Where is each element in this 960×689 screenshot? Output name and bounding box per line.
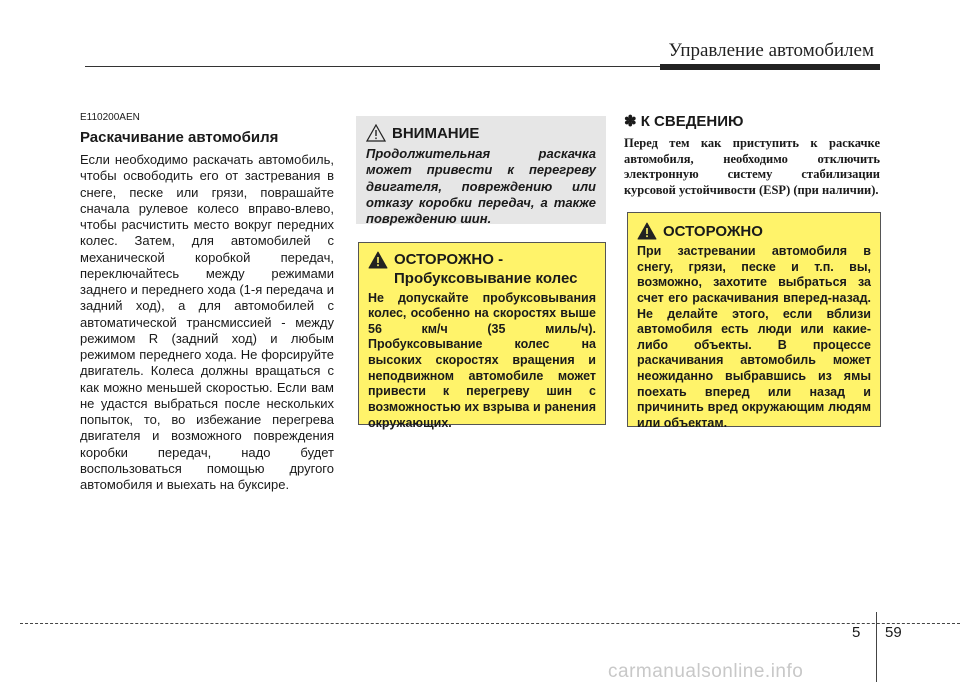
- warning-box-wheel-spin: [358, 242, 606, 430]
- running-header-title: Управление автомобилем: [668, 40, 874, 61]
- notice-header: [366, 124, 596, 142]
- notice-title: ВНИМАНИЕ: [392, 124, 480, 142]
- caution-triangle-outline-icon: [366, 124, 386, 142]
- footer-rule: [20, 623, 960, 624]
- notice-box: [356, 116, 606, 224]
- info-title: ✽ К СВЕДЕНИЮ: [624, 113, 744, 130]
- warning-text: Не допускайте пробуксовывания колес, особенно на скоростях выше 56 км/ч (35 миль/ч). Пробуксовывание колес на высоких скоростях вращения и неподвижном автомобиле может привести к перегреву шин с возможностью их взрыва и ранения окружающих.: [368, 290, 596, 430]
- footer-divider: [876, 612, 877, 682]
- warning-subtitle: Пробуксовывание колес: [394, 269, 578, 287]
- warning-triangle-icon: [368, 251, 388, 269]
- warning-right-title: ОСТОРОЖНО: [663, 222, 763, 240]
- warning-box-rocking: [627, 212, 881, 430]
- warning-header: [368, 251, 596, 289]
- warning-right-header: [637, 222, 871, 240]
- section-body: Если необходимо раскачать автомобиль, чтобы освободить его от застревания в снеге, песке или грязи, поврашайте сначала рулевое колесо вправо-влево, чтобы расчистить место вокруг передних колес. Затем, для автомобилей с механической коробкой передач, переключайтесь между режимами заднего и переднего хода (1-я передача и задний ход), а для автомобилей с автоматической трансмиссией - между режимом R (задний ход) и любым режимом переднего хода. Не форсируйте двигатель. Колеса должны вращаться с как можно меньшей скоростью. Если вам не удастся выбраться после нескольких попыток, то, во избежание перегрева двигателя и возможного повреждения коробки передач, надо будет воспользоваться помощью другого автомобиля и выехать на буксире.: [80, 152, 334, 492]
- watermark: carmanualsonline.info: [608, 661, 804, 682]
- left-column: [80, 112, 334, 493]
- chapter-number: 5: [852, 624, 861, 641]
- warning-right-text: При застревании автомобиля в снегу, грязи, песке и т.п. вы, возможно, захотите выбраться за счет его раскачивания вперед-назад. Не делайте этого, если вблизи автомобиля есть люди или какие-либо объекты. В процессе раскачивания автомобиль может неожиданно выбравшись из ямы поехать вперед или назад и причинить вред окружающим людям или объектам.: [637, 244, 871, 430]
- warning-title-block: [394, 251, 577, 289]
- header-accent-bar: [660, 64, 880, 70]
- warning-triangle-icon: [637, 222, 657, 240]
- section-title: Раскачивание автомобиля: [80, 129, 279, 146]
- warning-title: ОСТОРОЖНО -: [394, 251, 504, 268]
- page-number: 59: [885, 624, 902, 641]
- info-text: Перед тем как приступить к раскачке автомобиля, необходимо отключить электронную систему стабилизации курсовой устойчивости (ESP) (при наличии).: [624, 136, 880, 197]
- right-column: [624, 112, 880, 199]
- section-code: E110200AEN: [80, 112, 140, 123]
- notice-text: Продолжительная раскачка может привести к перегреву двигателя, повреждению или отказу коробки передач, а также повреждению шин.: [366, 146, 596, 226]
